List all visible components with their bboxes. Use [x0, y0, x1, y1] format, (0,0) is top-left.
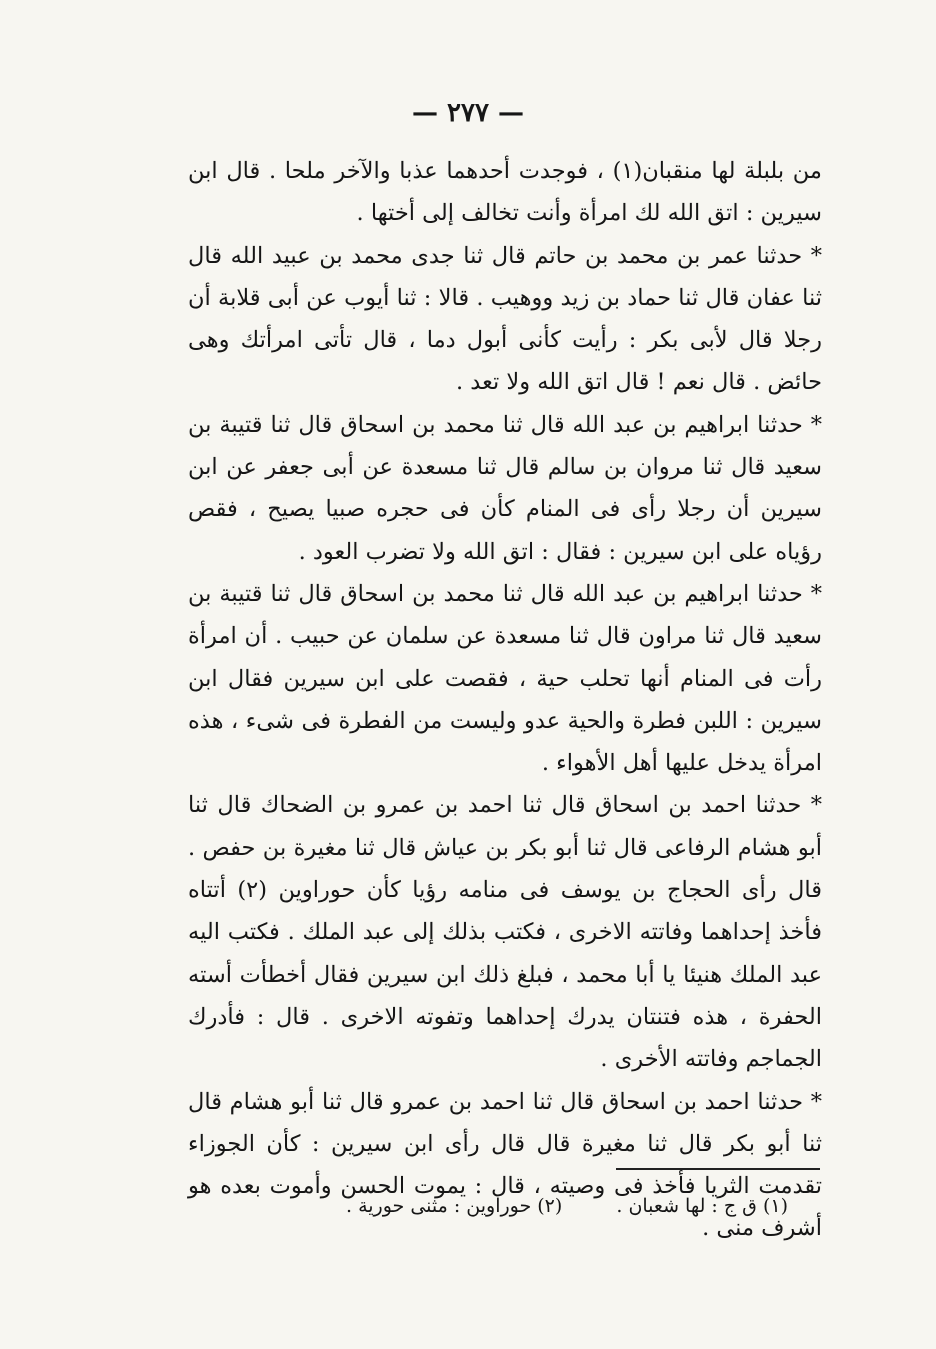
paragraph: * حدثنا احمد بن اسحاق قال ثنا احمد بن عمرو بن الضحاك قال ثنا أبو هشام الرفاعى قال ثنا أبو بكر بن عياش قال ثنا مغيرة بن حفص . قال رأى الحجاج بن يوسف فى منامه رؤيا كأن حوراوين (٢) أتتاه فأخذ إحداهما وفاتته الاخرى ، فكتب بذلك إلى عبد الملك . فكتب اليه عبد الملك هنيئا يا أبا محمد ، فبلغ ذلك ابن سيرين فقال أخطأت أسته الحفرة ، هذه فتنتان يدرك إحداهما وتفوته الاخرى . قال : فأدرك الجماجم وفاتته الأخرى .: [188, 792, 822, 1073]
footnote-1: (١) ق ج : لها شعبان .: [616, 1195, 788, 1217]
footnotes: [346, 1195, 788, 1217]
paragraph: * حدثنا ابراهيم بن عبد الله قال ثنا محمد بن اسحاق قال ثنا قتيبة بن سعيد قال ثنا مروان بن سالم قال ثنا مسعدة عن أبى جعفر عن ابن سيرين أن رجلا رأى فى المنام كأن فى حجره صبيا يصيح ، فقص رؤياه على ابن سيرين : فقال : اتق الله ولا تضرب العود .: [188, 411, 822, 565]
paragraph: من بلبلة لها منقبان(١) ، فوجدت أحدهما عذبا والآخر ملحا . قال ابن سيرين : اتق الله لك امرأة وأنت تخالف إلى أختها .: [188, 158, 822, 227]
paragraph: * حدثنا ابراهيم بن عبد الله قال ثنا محمد بن اسحاق قال ثنا قتيبة بن سعيد قال ثنا مراون قال ثنا مسعدة عن سلمان عن حبيب . أن امرأة رأت فى المنام أنها تحلب حية ، فقصت على ابن سيرين فقال ابن سيرين : اللبن فطرة والحية عدو وليست من الفطرة فى شىء ، هذه امرأة يدخل عليها أهل الأهواء .: [188, 580, 822, 777]
paragraph: * حدثنا عمر بن محمد بن حاتم قال ثنا جدى محمد بن عبيد الله قال ثنا عفان قال ثنا حماد بن زيد ووهيب . قالا : ثنا أيوب عن أبى قلابة أن رجلا قال لأبى بكر : رأيت كأنى أبول دما ، قال تأتى امرأتك وهى حائض . قال نعم ! قال اتق الله ولا تعد .: [188, 242, 822, 396]
paragraph: * حدثنا احمد بن اسحاق قال ثنا احمد بن عمرو قال ثنا أبو هشام قال ثنا أبو بكر قال ثنا مغيرة قال قال رأى ابن سيرين : كأن الجوزاء تقدمت الثريا فأخذ فى وصيته ، قال : يموت الحسن وأموت بعده هو أشرف منى .: [188, 1088, 822, 1242]
body-text: [188, 150, 822, 1250]
footnote-2: (٢) حوراوين : مثنى حورية .: [345, 1195, 563, 1217]
footnote-separator: [616, 1168, 820, 1170]
page-number: — ٢٧٧ —: [411, 98, 525, 128]
